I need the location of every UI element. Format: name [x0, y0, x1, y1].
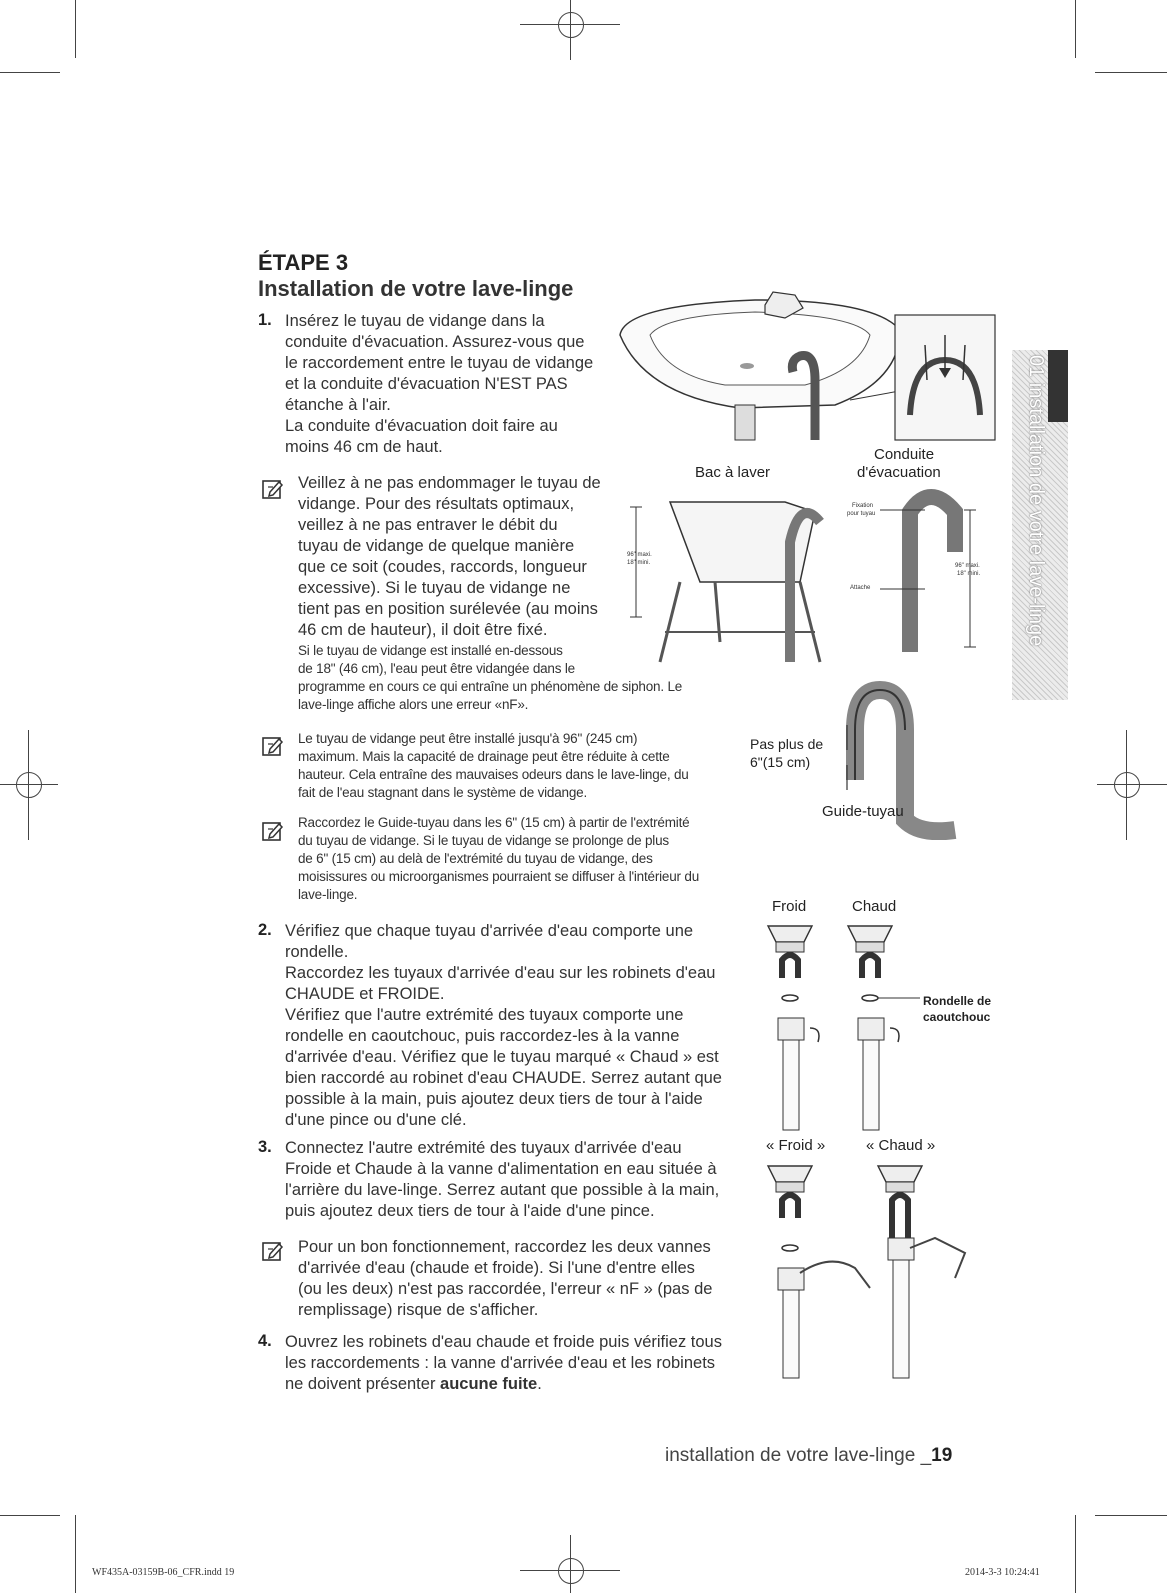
label-max-right: 96" maxi.: [955, 563, 980, 569]
label-max-left: 96" maxi.: [627, 552, 652, 558]
section-title: Installation de votre lave-linge: [258, 276, 574, 301]
note-2-line: hauteur. Cela entraîne des mauvaises odeurs dans le lave-linge, du: [298, 767, 689, 782]
standpipe-illustration: [880, 482, 990, 657]
step-2-line: Vérifiez que chaque tuyau d'arrivée d'eau comporte une: [285, 922, 694, 940]
note-4: [298, 1237, 748, 1321]
step-1-text: [285, 311, 625, 458]
note-3-line: Raccordez le Guide-tuyau dans les 6" (15 cm) à partir de l'extrémité: [298, 815, 690, 830]
note-1-small-line: programme en cours ce qui entraîne un phénomène de siphon. Le: [298, 679, 683, 694]
memo-pencil-icon: [262, 478, 284, 500]
step-2-line: d'arrivée d'eau. Vérifiez que le tuyau marqué « Chaud » est: [285, 1048, 719, 1066]
step-2-line: d'une pince ou d'une clé.: [285, 1111, 467, 1129]
chapter-tab-marker: [1048, 350, 1068, 422]
step-2-line: CHAUDE et FROIDE.: [285, 985, 445, 1003]
step-title: ÉTAPE 3: [258, 250, 349, 275]
note-3-line: de 6" (15 cm) au delà de l'extrémité du tuyau de vidange, des: [298, 851, 653, 866]
step-2-line: rondelle en caoutchouc, puis raccordez-les à la vanne: [285, 1027, 680, 1045]
note-4-line: (ou les deux) n'est pas raccordée, l'erreur « nF » (pas de: [298, 1280, 713, 1298]
note-3-line: lave-linge.: [298, 887, 358, 902]
note-1-small-line: de 18" (46 cm), l'eau peut être vidangée dans le: [298, 661, 575, 676]
note-4-line: d'arrivée d'eau (chaude et froide). Si l'une d'entre elles: [298, 1259, 695, 1277]
note-3-line: du tuyau de vidange. Si le tuyau de vidange se prolonge de plus: [298, 833, 669, 848]
page-number: 19: [931, 1445, 953, 1466]
memo-pencil-icon: [262, 820, 284, 842]
chapter-tab-label: 01 installation de votre lave-linge: [1025, 355, 1047, 647]
label-attache: Attache: [850, 585, 871, 591]
print-slug-file: WF435A-03159B-06_CFR.indd 19: [92, 1567, 235, 1578]
step-4-line: les raccordements : la vanne d'arrivée d'eau et les robinets: [285, 1354, 716, 1372]
step-2-line: rondelle.: [285, 943, 349, 961]
label-bac: Bac à laver: [695, 464, 771, 481]
step-number-4: 4.: [258, 1332, 272, 1350]
note-1: [298, 473, 628, 641]
step-4-emphasis: aucune fuite: [440, 1375, 538, 1393]
step-3-line: puis ajoutez deux tiers de tour à l'aide d'une pince.: [285, 1202, 655, 1220]
note-1-line: Veillez à ne pas endommager le tuyau de: [298, 474, 601, 492]
note-1-line: tient pas en position surélevée (au moins: [298, 600, 598, 618]
step-1-line: étanche à l'air.: [285, 396, 391, 414]
step-4-line: Ouvrez les robinets d'eau chaude et froide puis vérifiez tous: [285, 1333, 722, 1351]
faucet-connection-illustration: [760, 918, 960, 1133]
step-1-line: et la conduite d'évacuation N'EST PAS: [285, 375, 568, 393]
note-2-line: fait de l'eau stagnant dans le système de vidange.: [298, 785, 588, 800]
step-2-line: bien raccordé au robinet d'eau CHAUDE. Serrez autant que: [285, 1069, 722, 1087]
label-pas-plus: Pas plus de: [750, 736, 824, 752]
step-3-text: [285, 1138, 745, 1222]
label-froid: Froid: [772, 898, 807, 915]
step-2-line: Vérifiez que l'autre extrémité des tuyaux comporte une: [285, 1006, 684, 1024]
note-1-line: vidange. Pour des résultats optimaux,: [298, 495, 575, 513]
note-1-small-line: Si le tuyau de vidange est installé en-dessous: [298, 643, 563, 658]
step-4-text: [285, 1332, 745, 1395]
note-2-line: Le tuyau de vidange peut être installé jusqu'à 96" (245 cm): [298, 731, 638, 746]
valve-connection-illustration: [760, 1158, 980, 1383]
step-4-line: [285, 1374, 745, 1395]
memo-pencil-icon: [262, 1240, 284, 1262]
step-2-line: possible à la main, puis ajoutez deux tiers de tour à l'aide: [285, 1090, 703, 1108]
note-1-line: excessive). Si le tuyau de vidange ne: [298, 579, 571, 597]
label-evacuation: d'évacuation: [857, 464, 941, 481]
step-3-line: Connectez l'autre extrémité des tuyaux d'arrivée d'eau: [285, 1139, 682, 1157]
step-1-line: le raccordement entre le tuyau de vidange: [285, 354, 594, 372]
label-min-left: 18" mini.: [627, 560, 651, 566]
note-3-line: moisissures ou microorganismes pourraient se diffuser à l'intérieur du: [298, 869, 700, 884]
step-number-1: 1.: [258, 311, 272, 329]
label-pour-tuyau: pour tuyau: [847, 511, 876, 517]
memo-pencil-icon: [262, 735, 284, 757]
label-guide-tuyau: Guide-tuyau: [822, 803, 904, 820]
step-1-line: conduite d'évacuation. Assurez-vous que: [285, 333, 585, 351]
label-fixation: Fixation: [852, 503, 874, 509]
step-3-line: Froide et Chaude à la vanne d'alimentation en eau située à: [285, 1160, 717, 1178]
page-footer: [665, 1445, 952, 1467]
note-4-line: remplissage) risque de s'afficher.: [298, 1301, 539, 1319]
label-min-right: 18" mini.: [957, 571, 981, 577]
label-chaud-quoted: « Chaud »: [866, 1137, 936, 1154]
note-4-line: Pour un bon fonctionnement, raccordez les deux vannes: [298, 1238, 711, 1256]
step-number-2: 2.: [258, 921, 272, 939]
note-2-line: maximum. Mais la capacité de drainage peut être réduite à cette: [298, 749, 670, 764]
note-1-small-line: lave-linge affiche alors une erreur «nF».: [298, 697, 529, 712]
label-froid-quoted: « Froid »: [766, 1137, 826, 1154]
note-3: [298, 814, 748, 904]
label-chaud: Chaud: [852, 898, 897, 915]
step-1-line: Insérez le tuyau de vidange dans la: [285, 312, 545, 330]
step-3-line: l'arrière du lave-linge. Serrez autant que possible à la main,: [285, 1181, 720, 1199]
label-conduite: Conduite: [874, 446, 935, 463]
step-1-line: La conduite d'évacuation doit faire au: [285, 417, 558, 435]
step-number-3: 3.: [258, 1138, 272, 1156]
step-4-prefix: ne doivent présenter: [285, 1375, 441, 1393]
print-slug-date: 2014-3-3 10:24:41: [965, 1567, 1040, 1578]
note-2: [298, 730, 738, 802]
laundry-tub-illustration: [620, 482, 880, 672]
label-rondelle: Rondelle de: [923, 994, 992, 1008]
step-2-line: Raccordez les tuyaux d'arrivée d'eau sur les robinets d'eau: [285, 964, 716, 982]
step-1-line: moins 46 cm de haut.: [285, 438, 443, 456]
label-6-inches: 6"(15 cm): [750, 754, 811, 770]
sink-illustration: [605, 290, 1000, 445]
note-1-line: tuyau de vidange de quelque manière: [298, 537, 575, 555]
step-2-text: [285, 921, 745, 1131]
note-1-line: que ce soit (coudes, raccords, longueur: [298, 558, 587, 576]
note-1-line: veillez à ne pas entraver le débit du: [298, 516, 558, 534]
footer-text: installation de votre lave-linge _: [665, 1445, 932, 1466]
note-1-line: 46 cm de hauteur), il doit être fixé.: [298, 621, 548, 639]
step-4-suffix: .: [537, 1375, 542, 1393]
label-caoutchouc: caoutchouc: [923, 1010, 991, 1024]
